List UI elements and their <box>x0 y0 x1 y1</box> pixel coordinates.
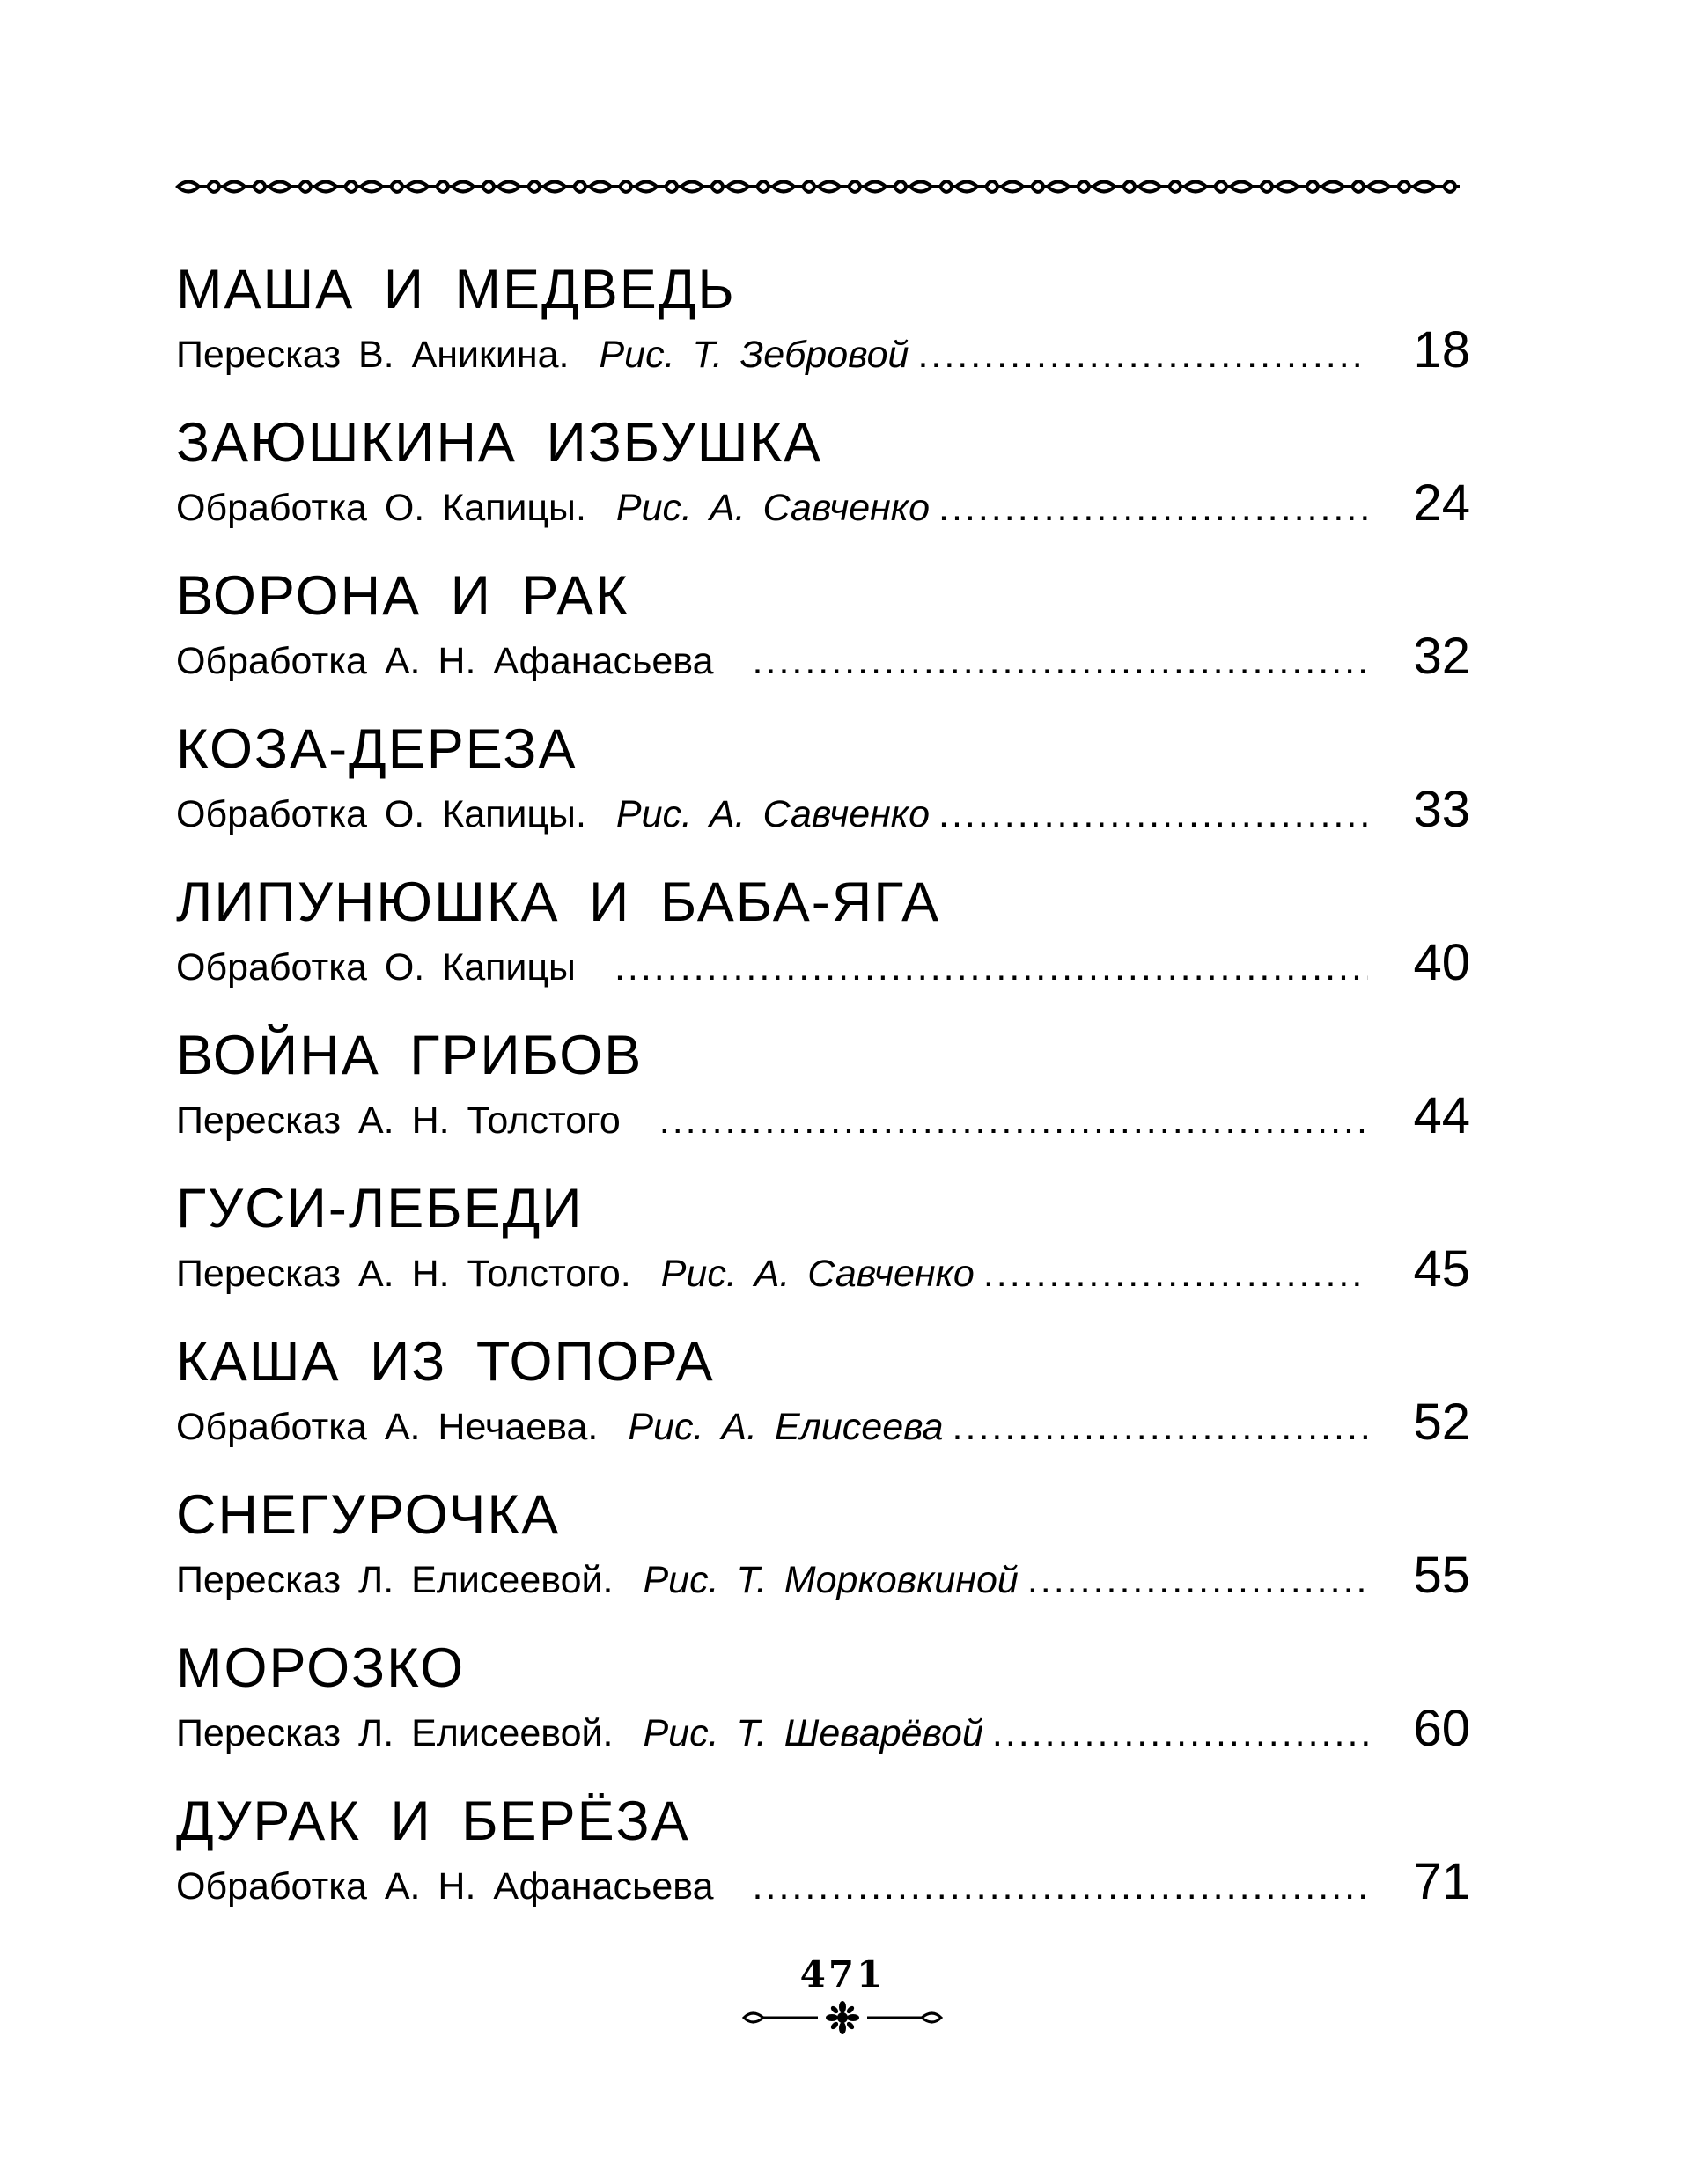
story-title: ВОРОНА И РАК <box>176 565 629 627</box>
story-title: КОЗА-ДЕРЕЗА <box>176 718 578 780</box>
story-illustrator: Рис. Т. Шеварёвой <box>643 1712 983 1754</box>
toc-entry[interactable] <box>176 870 1470 1023</box>
story-illustrator: Рис. А. Елисеева <box>628 1406 944 1448</box>
story-credit: Обработка А. Н. Афанасьева <box>176 640 714 682</box>
story-credit: Обработка А. Н. Афанасьева <box>176 1865 714 1908</box>
story-credit: Пересказ Л. Елисеевой. <box>176 1712 614 1754</box>
toc-entry[interactable] <box>176 1482 1470 1636</box>
page-number: 55 <box>1413 1547 1470 1604</box>
dot-leader <box>953 1401 1368 1453</box>
story-credit: Обработка О. Капицы <box>176 946 576 989</box>
story-title: СНЕГУРОЧКА <box>176 1484 561 1546</box>
story-illustrator: Рис. А. Савченко <box>615 487 931 529</box>
story-credit: Обработка А. Нечаева. <box>176 1406 599 1448</box>
story-credit: Пересказ В. Аникина. <box>176 334 570 376</box>
leaf-vine-border-icon <box>174 165 1484 208</box>
story-title: КАША ИЗ ТОПОРА <box>176 1331 715 1393</box>
story-illustrator: Рис. А. Савченко <box>660 1253 975 1295</box>
toc-entry[interactable] <box>176 1023 1470 1176</box>
story-credit: Пересказ А. Н. Толстого <box>176 1099 621 1142</box>
dot-leader <box>659 1094 1368 1147</box>
toc-entry[interactable] <box>176 1636 1470 1789</box>
dot-leader <box>614 941 1368 994</box>
dot-leader <box>917 328 1368 381</box>
page-number: 71 <box>1413 1853 1470 1910</box>
toc-entry[interactable] <box>176 717 1470 870</box>
toc-entry[interactable] <box>176 1329 1470 1482</box>
story-illustrator: Рис. А. Савченко <box>615 793 931 835</box>
story-illustrator: Рис. Т. Зебровой <box>599 334 909 376</box>
story-title: ГУСИ-ЛЕБЕДИ <box>176 1178 584 1239</box>
dot-leader <box>938 482 1368 534</box>
story-illustrator: Рис. Т. Морковкиной <box>643 1559 1019 1601</box>
story-credit: Обработка О. Капицы. <box>176 793 586 835</box>
page-number: 52 <box>1413 1393 1470 1451</box>
toc-entry[interactable] <box>176 257 1470 410</box>
story-title: МОРОЗКО <box>176 1637 466 1699</box>
page-number: 45 <box>1413 1240 1470 1298</box>
dot-leader <box>983 1247 1368 1300</box>
story-title: ЗАЮШКИНА ИЗБУШКА <box>176 412 823 474</box>
page-number: 32 <box>1413 628 1470 685</box>
story-title: МАША И МЕДВЕДЬ <box>176 259 736 320</box>
folio-page-number: 471 <box>799 1952 886 1996</box>
dot-leader <box>992 1707 1368 1760</box>
story-title: ДУРАК И БЕРЁЗА <box>176 1791 690 1852</box>
story-title: ЛИПУНЮШКА И БАБА-ЯГА <box>176 871 941 933</box>
page-number: 33 <box>1413 781 1470 838</box>
story-credit: Пересказ А. Н. Толстого. <box>176 1253 631 1295</box>
dot-leader <box>1027 1554 1368 1607</box>
page-number: 40 <box>1413 934 1470 991</box>
leaf-flower-ornament-icon <box>737 2000 948 2035</box>
page-number: 60 <box>1413 1700 1470 1757</box>
table-of-contents <box>176 257 1470 1942</box>
toc-entry[interactable] <box>176 1789 1470 1942</box>
dot-leader <box>938 788 1368 841</box>
toc-entry[interactable] <box>176 563 1470 717</box>
page-number: 18 <box>1413 321 1470 379</box>
toc-entry[interactable] <box>176 1176 1470 1329</box>
dot-leader <box>753 635 1368 688</box>
story-credit: Обработка О. Капицы. <box>176 487 586 529</box>
toc-entry[interactable] <box>176 410 1470 563</box>
story-credit: Пересказ Л. Елисеевой. <box>176 1559 614 1601</box>
page-number: 24 <box>1413 474 1470 532</box>
story-title: ВОЙНА ГРИБОВ <box>176 1025 644 1086</box>
page-number: 44 <box>1413 1087 1470 1144</box>
dot-leader <box>753 1860 1368 1913</box>
